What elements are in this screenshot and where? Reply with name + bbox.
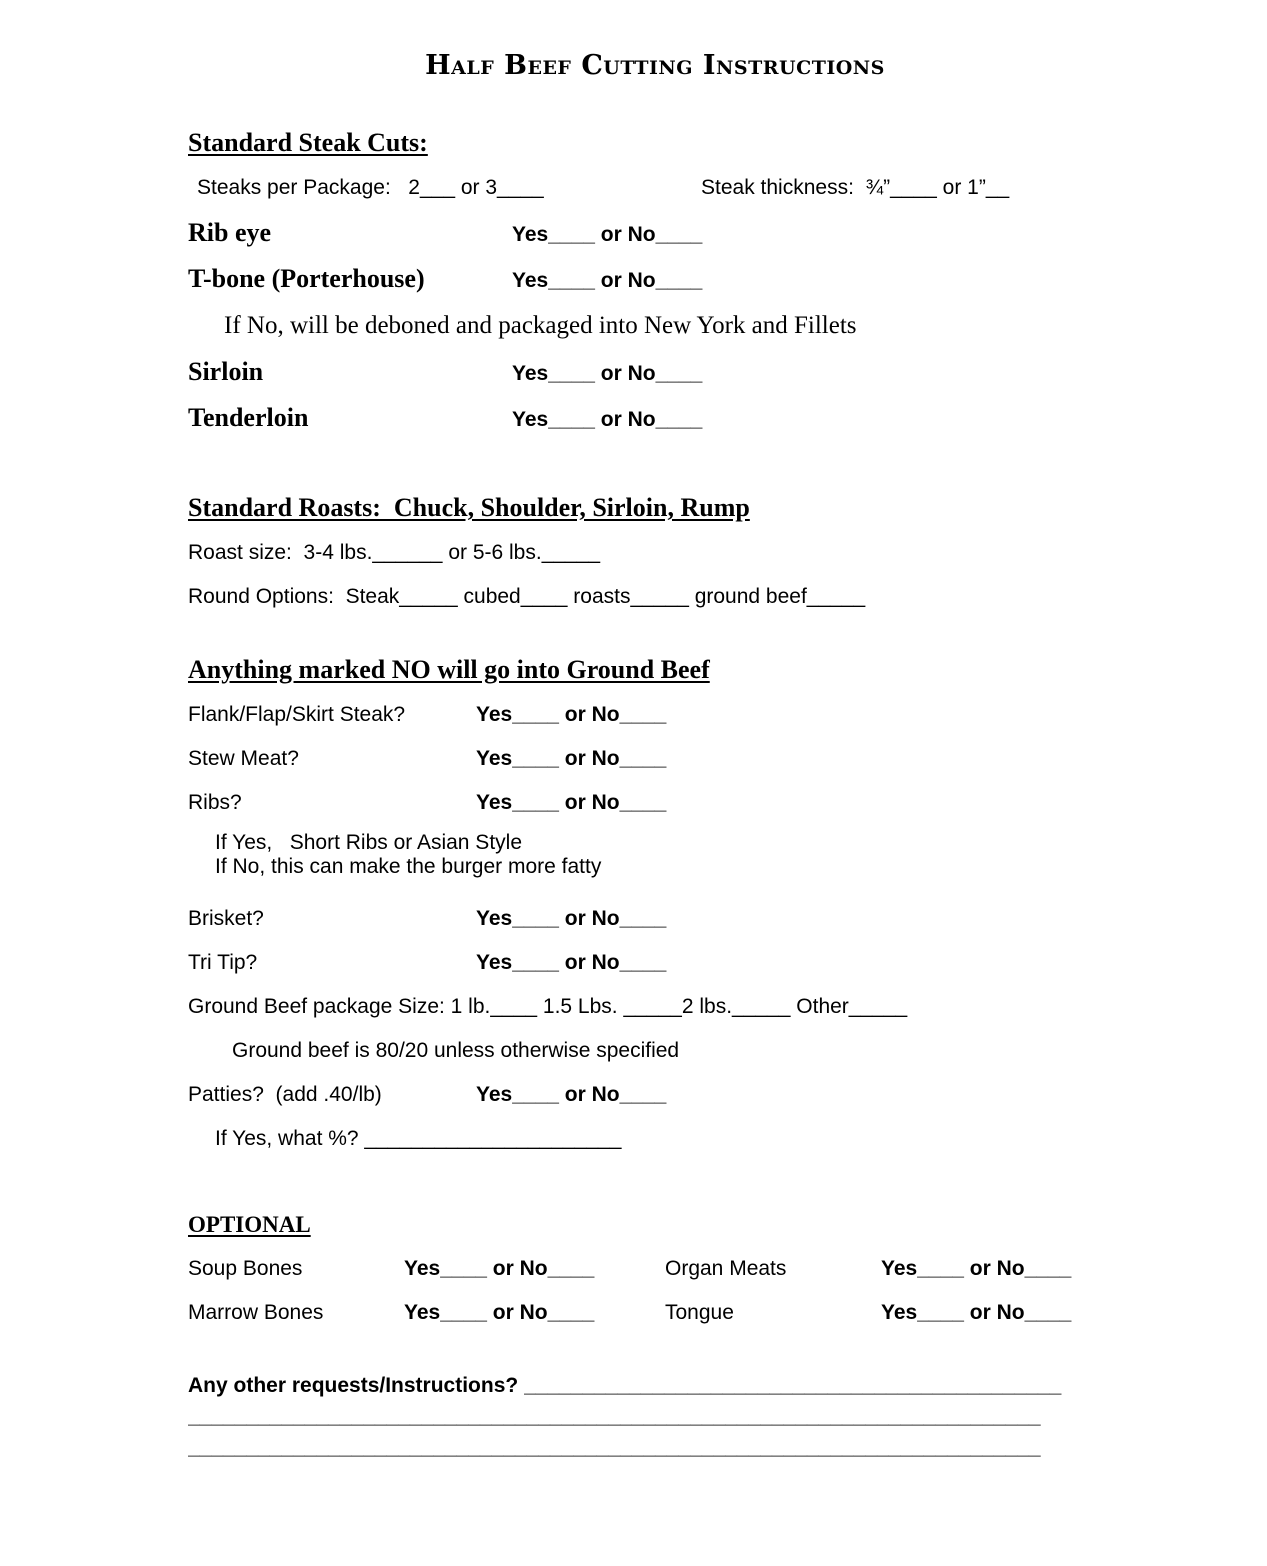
soup-bones-label: Soup Bones bbox=[188, 1257, 303, 1280]
rib-eye-yes-no[interactable]: Yes____ or No____ bbox=[512, 223, 703, 246]
marrow-bones-yes-no[interactable]: Yes____ or No____ bbox=[404, 1301, 595, 1324]
roast-size: Roast size: 3-4 lbs.______ or 5-6 lbs._____ bbox=[188, 541, 601, 564]
ground-heading: Anything marked NO will go into Ground Beef bbox=[188, 655, 710, 684]
round-options: Round Options: Steak_____ cubed____ roasts_____ ground beef_____ bbox=[188, 585, 866, 608]
roasts-heading: Standard Roasts: Chuck, Shoulder, Sirloin, Rump bbox=[188, 493, 750, 522]
steak-heading: Standard Steak Cuts: bbox=[188, 128, 428, 157]
rib-eye-label: Rib eye bbox=[188, 218, 272, 247]
flank-label: Flank/Flap/Skirt Steak? bbox=[188, 703, 406, 726]
other-requests-line-2[interactable]: _________________________________________________________________________ bbox=[188, 1406, 1041, 1427]
ribs-note-no: If No, this can make the burger more fatty bbox=[215, 855, 602, 878]
tbone-yes-no[interactable]: Yes____ or No____ bbox=[512, 269, 703, 292]
soup-bones-yes-no[interactable]: Yes____ or No____ bbox=[404, 1257, 595, 1280]
document-title: Half Beef Cutting Instructions bbox=[425, 50, 885, 81]
patties-label: Patties? (add .40/lb) bbox=[188, 1083, 382, 1106]
sirloin-label: Sirloin bbox=[188, 357, 264, 386]
marrow-bones-label: Marrow Bones bbox=[188, 1301, 324, 1324]
tongue-yes-no[interactable]: Yes____ or No____ bbox=[881, 1301, 1072, 1324]
other-requests-line-3[interactable]: _________________________________________________________________________ bbox=[188, 1437, 1041, 1458]
ribs-note-yes: If Yes, Short Ribs or Asian Style bbox=[215, 831, 522, 854]
flank-yes-no[interactable]: Yes____ or No____ bbox=[476, 703, 667, 726]
tri-tip-label: Tri Tip? bbox=[188, 951, 258, 974]
tbone-label: T-bone (Porterhouse) bbox=[188, 264, 425, 293]
sirloin-yes-no[interactable]: Yes____ or No____ bbox=[512, 362, 703, 385]
tongue-label: Tongue bbox=[665, 1301, 734, 1324]
steak-thickness: Steak thickness: ¾”____ or 1”__ bbox=[701, 176, 1010, 199]
organ-meats-label: Organ Meats bbox=[665, 1257, 787, 1280]
other-requests-line[interactable]: ______________________________________________ bbox=[524, 1375, 1062, 1396]
patties-percent[interactable]: If Yes, what %? ______________________ bbox=[215, 1127, 622, 1150]
ribs-yes-no[interactable]: Yes____ or No____ bbox=[476, 791, 667, 814]
ground-package-size: Ground Beef package Size: 1 lb.____ 1.5 Lbs. _____2 lbs._____ Other_____ bbox=[188, 995, 908, 1018]
optional-heading: OPTIONAL bbox=[188, 1212, 311, 1237]
other-requests-label: Any other requests/Instructions? bbox=[188, 1374, 519, 1397]
tbone-note: If No, will be deboned and packaged into New York and Fillets bbox=[224, 312, 857, 339]
stew-meat-label: Stew Meat? bbox=[188, 747, 299, 770]
steaks-per-package: Steaks per Package: 2___ or 3____ bbox=[197, 176, 544, 199]
patties-yes-no[interactable]: Yes____ or No____ bbox=[476, 1083, 667, 1106]
stew-meat-yes-no[interactable]: Yes____ or No____ bbox=[476, 747, 667, 770]
ground-ratio-note: Ground beef is 80/20 unless otherwise specified bbox=[232, 1039, 680, 1062]
brisket-label: Brisket? bbox=[188, 907, 264, 930]
brisket-yes-no[interactable]: Yes____ or No____ bbox=[476, 907, 667, 930]
tri-tip-yes-no[interactable]: Yes____ or No____ bbox=[476, 951, 667, 974]
tenderloin-yes-no[interactable]: Yes____ or No____ bbox=[512, 408, 703, 431]
tenderloin-label: Tenderloin bbox=[188, 403, 309, 432]
organ-meats-yes-no[interactable]: Yes____ or No____ bbox=[881, 1257, 1072, 1280]
ribs-label: Ribs? bbox=[188, 791, 242, 814]
